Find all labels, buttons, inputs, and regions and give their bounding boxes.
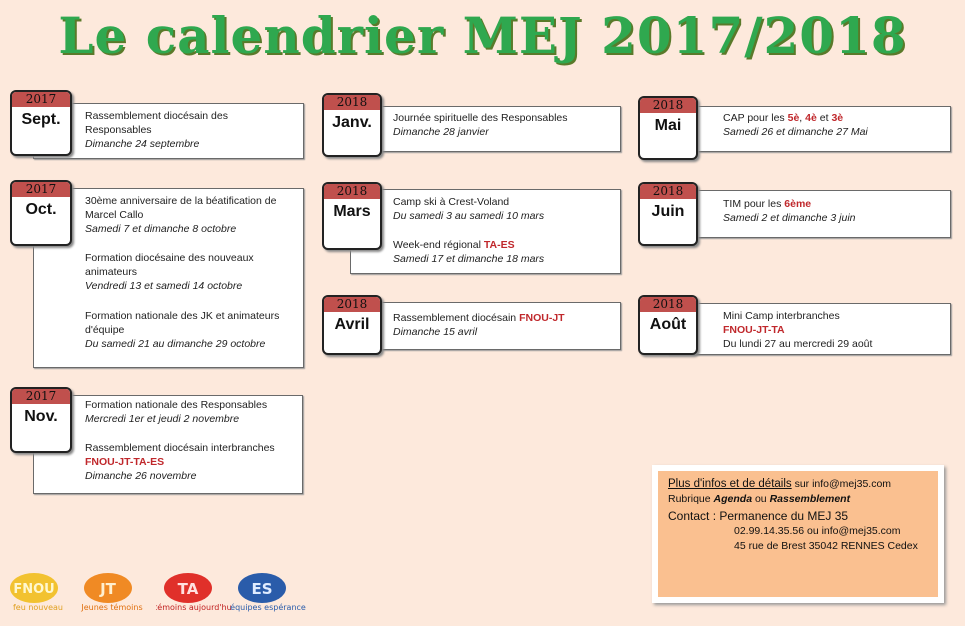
event-nov-2: Rassemblement diocésain interbranches FNOU-JT-TA-ES Dimanche 26 novembre — [85, 442, 275, 482]
svg-text:TA: TA — [177, 580, 199, 598]
month-badge-oct — [10, 180, 72, 246]
badge-year: 2018 — [640, 98, 696, 113]
logo-jt — [78, 570, 143, 614]
month-badge-mars — [322, 182, 382, 250]
info-contact: Contact : Permanence du MEJ 35 — [668, 509, 849, 523]
badge-month: Mars — [333, 203, 371, 220]
month-badge-avril — [322, 295, 382, 355]
event-aout-1: Mini Camp interbranches FNOU-JT-TA Du lundi 27 au mercredi 29 août — [723, 310, 873, 350]
month-badge-janv — [322, 93, 382, 157]
branch-logos — [8, 570, 308, 620]
month-badge-mai — [638, 96, 698, 160]
badge-month: Sept. — [21, 111, 61, 128]
badge-month: Août — [649, 316, 687, 333]
event-avril-1: Rassemblement diocésain FNOU-JT Dimanche 15 avril — [393, 312, 565, 338]
month-badge-juin — [638, 182, 698, 246]
svg-text:JT: JT — [100, 580, 116, 598]
jt-logo-icon — [78, 570, 146, 614]
info-line-2: Rubrique Agenda ou Rassemblement — [668, 493, 851, 505]
badge-month: Mai — [654, 117, 682, 134]
event-oct-2: Formation diocésaine des nouveaux animateurs Vendredi 13 et samedi 14 octobre — [85, 252, 254, 292]
logo-fnou — [8, 570, 68, 614]
event-juin-1: TIM pour les 6ème Samedi 2 et dimanche 3 juin — [723, 198, 856, 224]
badge-month: Nov. — [24, 408, 58, 425]
event-oct-3: Formation nationale des JK et animateurs d'équipe Du samedi 21 au dimanche 29 octobre — [85, 310, 280, 350]
ta-logo-icon — [156, 570, 232, 614]
event-sept-1: Rassemblement diocésain des Responsables Dimanche 24 septembre — [85, 110, 228, 150]
event-oct-1: 30ème anniversaire de la béatification de Marcel Callo Samedi 7 et dimanche 8 octobre — [85, 195, 277, 235]
event-janv-1: Journée spirituelle des Responsables Dimanche 28 janvier — [393, 112, 568, 138]
event-mars-1: Camp ski à Crest-Voland Du samedi 3 au samedi 10 mars — [393, 196, 545, 222]
page-title: Le calendrier MEJ 2017/2018 — [58, 6, 907, 65]
event-mars-2: Week-end régional TA-ES Samedi 17 et dimanche 18 mars — [393, 239, 545, 265]
svg-text:équipes espérance: équipes espérance — [230, 603, 306, 612]
svg-text:témoins aujourd'hui: témoins aujourd'hui — [156, 603, 232, 612]
badge-year: 2018 — [640, 297, 696, 312]
event-nov-1: Formation nationale des Responsables Mercredi 1er et jeudi 2 novembre — [85, 399, 268, 425]
badge-month: Oct. — [25, 201, 57, 218]
month-badge-sept — [10, 90, 72, 156]
svg-text:feu nouveau: feu nouveau — [12, 603, 64, 612]
badge-month: Juin — [651, 203, 685, 220]
svg-text:ES: ES — [251, 580, 273, 598]
info-address: 45 rue de Brest 35042 RENNES Cedex — [734, 540, 918, 552]
info-box — [652, 465, 944, 603]
badge-month: Avril — [334, 316, 370, 333]
fnou-logo-icon — [8, 570, 68, 614]
badge-year: 2018 — [324, 297, 380, 312]
info-phone: 02.99.14.35.56 ou info@mej35.com — [734, 525, 901, 537]
badge-year: 2018 — [324, 95, 380, 110]
badge-year: 2017 — [12, 182, 70, 197]
month-badge-nov — [10, 387, 72, 453]
info-line-1: Plus d'infos et de détails sur info@mej35.com — [668, 478, 892, 490]
badge-year: 2017 — [12, 389, 70, 404]
logo-ta — [156, 570, 232, 614]
badge-year: 2018 — [640, 184, 696, 199]
svg-text:FNOU: FNOU — [13, 582, 55, 597]
badge-year: 2017 — [12, 92, 70, 107]
es-logo-icon — [230, 570, 308, 614]
badge-month: Janv. — [332, 114, 372, 131]
event-mai-1: CAP pour les 5è, 4è et 3è Samedi 26 et dimanche 27 Mai — [723, 112, 868, 138]
logo-es — [230, 570, 306, 614]
badge-year: 2018 — [324, 184, 380, 199]
month-badge-aout — [638, 295, 698, 355]
svg-text:Jeunes témoins: Jeunes témoins — [81, 603, 143, 612]
